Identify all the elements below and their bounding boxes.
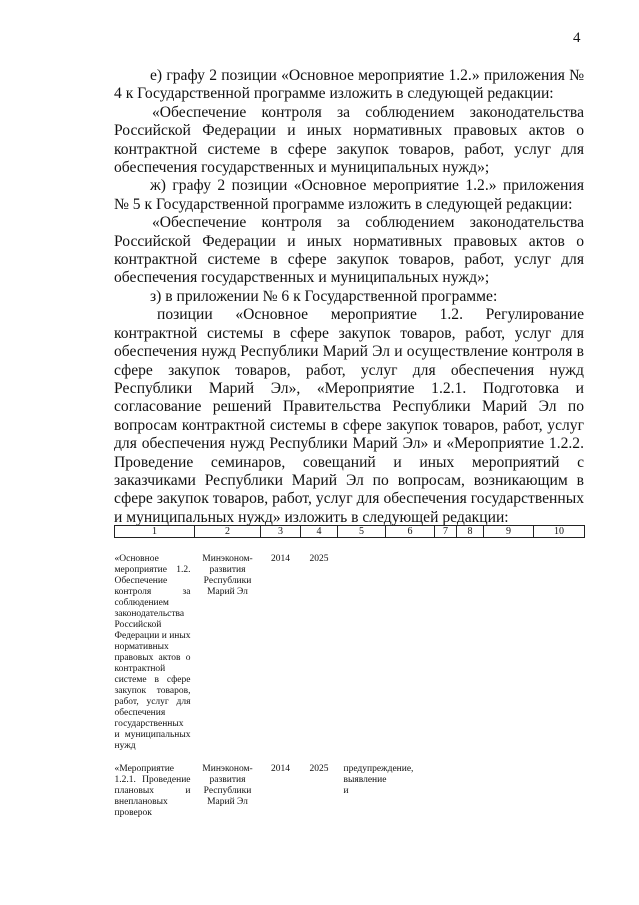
column-header: 1 [115,526,195,538]
end-year-cell: 2025 [309,554,329,564]
paragraph-zh: ж) графу 2 позиции «Основное мероприятие 1.2.» приложения № 5 к Государственной программе изложить в следующей редакции: [114,177,584,213]
paragraph-zh-quote: «Обеспечение контроля за соблюдением законодательства Российской Федерации и иных нормативных правовых актов о контрактной системе в сфере закупок товаров, работ, услуг для обеспечения государственных и муниципальных нужд»; [114,214,584,287]
paragraph-z-positions: позиции «Основное мероприятие 1.2. Регулирование контрактной системы в сфере закупок товаров, работ, услуг для обеспечения нужд Республики Марий Эл и осуществление контроля в сфере закупок товаров, работ, услуг для обеспечения нужд Республики Марий Эл», «Мероприятие 1.2.1. Подготовка и согласование решений Правительства Республики Марий Эл по вопросам контрактной системы в сфере закупок товаров, работ, услуг для обеспечения нужд Республики Марий Эл» и «Мероприятие 1.2.2. Проведение семинаров, совещаний и иных мероприятий с заказчиками Республики Марий Эл по вопросам, возникающим в сфере закупок товаров, работ, услуг для обеспечения государственных и муниципальных нужд» изложить в следующей редакции: [114,306,584,526]
empty-cell [457,538,484,753]
result-cell: предупреждение, выявление и [343,764,414,796]
column-header: 4 [301,526,338,538]
column-header: 10 [534,526,585,538]
column-header: 3 [261,526,301,538]
empty-cell [435,752,457,819]
empty-cell [386,752,435,819]
empty-cell [484,538,534,753]
page-number: 4 [573,30,581,46]
empty-cell [534,538,585,753]
executor-cell: Минэконом-развития Республики Марий Эл [202,764,253,807]
paragraph-z: з) в приложении № 6 к Государственной программе: [150,287,498,305]
paragraph-e: е) графу 2 позиции «Основное мероприятие 1.2.» приложения № 4 к Государственной программе изложить в следующей редакции: [114,67,584,103]
column-header: 5 [338,526,386,538]
measures-table [114,525,585,819]
document-body [114,67,584,527]
empty-cell [457,752,484,819]
table-row [115,752,585,819]
column-header: 2 [195,526,261,538]
start-year-cell: 2014 [271,764,290,774]
empty-cell [435,538,457,753]
column-header: 8 [457,526,484,538]
start-year-cell: 2014 [271,554,290,564]
end-year-cell: 2025 [309,764,329,774]
measure-name-cell: «Мероприятие 1.2.1. Проведение плановых и внеплановых проверок [114,764,191,818]
result-cell [338,538,386,753]
executor-cell: Минэконом-развития Республики Марий Эл [202,554,253,597]
empty-cell [534,752,585,819]
column-header: 6 [386,526,435,538]
table-row [115,538,585,753]
column-header: 7 [435,526,457,538]
empty-cell [386,538,435,753]
table-header-row [115,526,585,538]
empty-cell [484,752,534,819]
column-header: 9 [484,526,534,538]
paragraph-e-quote: «Обеспечение контроля за соблюдением законодательства Российской Федерации и иных нормативных правовых актов о контрактной системе в сфере закупок товаров, работ, услуг для обеспечения государственных и муниципальных нужд»; [114,103,584,177]
measure-name-cell: «Основное мероприятие 1.2. Обеспечение контроля за соблюдением законодательства Российской Федерации и иных нормативных правовых актов о контрактной системе в сфере закупок товаров, работ, услуг для обеспечения государственных и муниципальных нужд [114,554,191,751]
